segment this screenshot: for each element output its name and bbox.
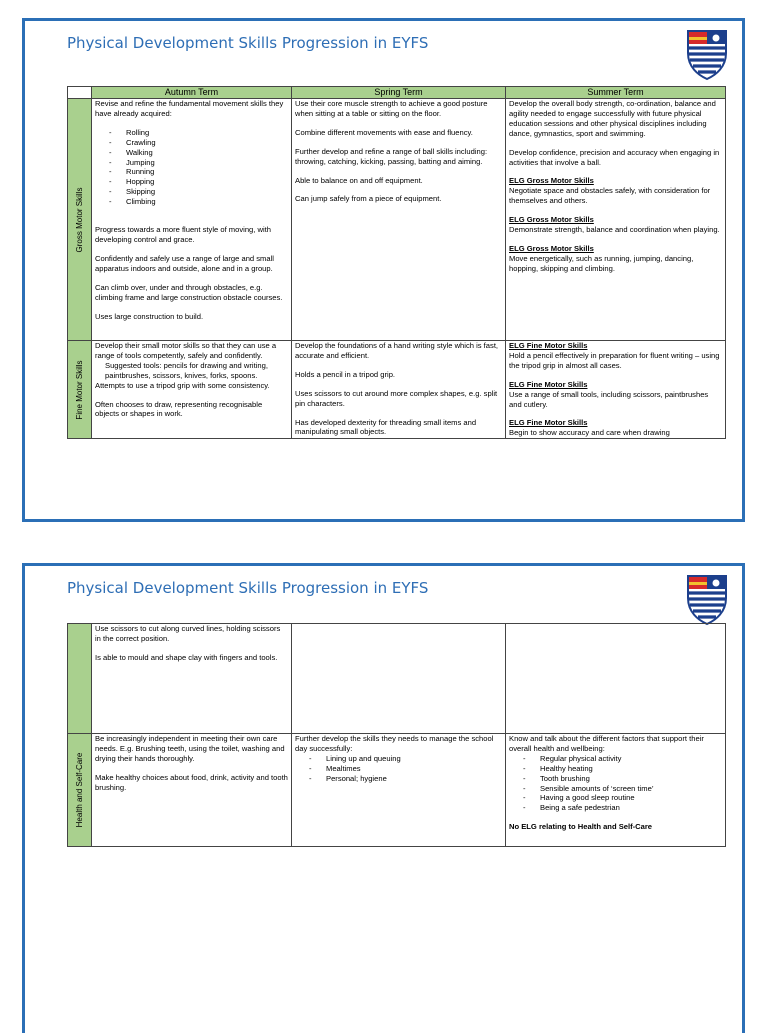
text: Holds a pencil in a tripod grip.	[295, 369, 396, 379]
text: Know and talk about the different factors that support their overall health and wellbeing:	[509, 734, 704, 753]
page-title: Physical Development Skills Progression in EYFS	[67, 34, 429, 52]
cell-gross-spring	[292, 99, 506, 341]
text: Further develop the skills they needs to manage the school day successfully:	[295, 734, 494, 753]
row-fine-motor-continued	[68, 624, 726, 734]
cell-fine-spring	[292, 341, 506, 439]
text: Able to balance on and off equipment.	[295, 175, 423, 185]
row-gross-motor	[68, 99, 726, 341]
row-label-cell	[68, 341, 92, 439]
school-crest-icon	[686, 574, 728, 626]
row-label: Gross Motor Skills	[74, 187, 84, 252]
school-day-list	[295, 754, 502, 784]
text: Hold a pencil effectively in preparation for fluent writing – using the tripod grip in almost all cases.	[509, 350, 720, 370]
list-item: - Personal; hygiene	[309, 774, 502, 784]
text: Use their core muscle strength to achieve a good posture when sitting at a table or sitting on the floor.	[295, 99, 488, 118]
page-title: Physical Development Skills Progression in EYFS	[67, 579, 429, 597]
school-crest-icon	[686, 29, 728, 81]
text: Make healthy choices about food, drink, activity and tooth brushing.	[95, 772, 288, 792]
text: Can climb over, under and through obstacles, e.g. climbing frame and large construction obstacle courses.	[95, 282, 283, 302]
cell-fine-autumn	[92, 341, 292, 439]
list-item: - Climbing	[109, 197, 288, 207]
text: Use a range of small tools, including scissors, paintbrushes and cutlery.	[509, 389, 709, 409]
header-summer: Summer Term	[506, 87, 726, 99]
list-item: - Running	[109, 167, 288, 177]
text: Negotiate space and obstacles safely, with consideration for themselves and others.	[509, 186, 711, 206]
list-item: - Skipping	[109, 187, 288, 197]
list-item: - Lining up and queuing	[309, 754, 502, 764]
cell-fine-cont-summer	[506, 624, 726, 734]
skills-table-continued	[67, 623, 726, 847]
row-label-cell	[68, 99, 92, 341]
skills-table	[67, 86, 726, 439]
cell-health-summer	[506, 734, 726, 847]
list-item: - Hopping	[109, 177, 288, 187]
list-item: - Jumping	[109, 158, 288, 168]
text: Progress towards a more fluent style of moving, with developing control and grace.	[95, 225, 271, 244]
document-page-1	[22, 18, 745, 522]
row-fine-motor	[68, 341, 726, 439]
elg-heading: ELG Fine Motor Skills	[509, 379, 588, 389]
list-item: - Mealtimes	[309, 764, 502, 774]
elg-heading: ELG Fine Motor Skills	[509, 341, 588, 350]
list-item: - Crawling	[109, 138, 288, 148]
elg-heading: ELG Fine Motor Skills	[509, 418, 588, 428]
text: Combine different movements with ease and fluency.	[295, 127, 473, 137]
text: Develop the overall body strength, co-ordination, balance and agility needed to engage successfully with future physical education sessions and other physical disciplines including dance, gymnastics, sport and swimming.	[509, 99, 716, 138]
header-spring: Spring Term	[292, 87, 506, 99]
wellbeing-list	[509, 754, 722, 813]
text: Develop confidence, precision and accuracy when engaging in activities that involve a ball.	[509, 147, 720, 167]
text: Move energetically, such as running, jumping, dancing, hopping, skipping and climbing.	[509, 253, 694, 273]
document-page-2	[22, 563, 745, 1033]
text: Uses scissors to cut around more complex shapes, e.g. split pin characters.	[295, 388, 498, 408]
list-item: - Sensible amounts of ‘screen time’	[523, 784, 722, 794]
cell-fine-cont-autumn	[92, 624, 292, 734]
row-label-cell	[68, 734, 92, 847]
text: Develop their small motor skills so that they can use a range of tools competently, safely and confidently.	[95, 341, 277, 360]
cell-gross-summer	[506, 99, 726, 341]
text: Be increasingly independent in meeting their own care needs. E.g. Brushing teeth, using the toilet, washing and drying their hands thoroughly.	[95, 734, 285, 763]
list-item: - Having a good sleep routine	[523, 793, 722, 803]
row-label: Fine Motor Skills	[74, 360, 84, 420]
elg-heading: ELG Gross Motor Skills	[509, 215, 594, 225]
text: Develop the foundations of a hand writing style which is fast, accurate and efficient.	[295, 341, 499, 360]
text: Use scissors to cut along curved lines, holding scissors in the correct position.	[95, 624, 281, 643]
list-item: - Rolling	[109, 128, 288, 138]
text: Often chooses to draw, representing recognisable objects or shapes in work.	[95, 399, 263, 419]
no-elg-note: No ELG relating to Health and Self-Care	[509, 822, 653, 832]
cell-health-autumn	[92, 734, 292, 847]
text: Attempts to use a tripod grip with some consistency.	[95, 380, 270, 390]
text: Demonstrate strength, balance and coordination when playing.	[509, 225, 720, 235]
text: Suggested tools: pencils for drawing and writing, paintbrushes, scissors, knives, forks, spoons.	[105, 360, 268, 380]
movement-list	[95, 128, 288, 207]
cell-gross-autumn	[92, 99, 292, 341]
list-item: - Healthy heating	[523, 764, 722, 774]
list-item: - Being a safe pedestrian	[523, 803, 722, 813]
elg-heading: ELG Gross Motor Skills	[509, 243, 594, 253]
cell-health-spring	[292, 734, 506, 847]
elg-heading: ELG Gross Motor Skills	[509, 176, 594, 186]
list-item: - Walking	[109, 148, 288, 158]
header-autumn: Autumn Term	[92, 87, 292, 99]
list-item: - Regular physical activity	[523, 754, 722, 764]
row-health-self-care	[68, 734, 726, 847]
text: Revise and refine the fundamental movement skills they have already acquired:	[95, 99, 284, 118]
text: Is able to mould and shape clay with fingers and tools.	[95, 652, 278, 662]
row-label: Health and Self-Care	[74, 752, 84, 828]
text: Can jump safely from a piece of equipment.	[295, 194, 442, 204]
text: Confidently and safely use a range of large and small apparatus indoors and outside, alone and in a group.	[95, 253, 274, 273]
text: Begin to show accuracy and care when drawing	[509, 428, 670, 438]
header-row	[68, 87, 726, 99]
cell-fine-cont-spring	[292, 624, 506, 734]
text: Uses large construction to build.	[95, 311, 204, 321]
row-label-cell	[68, 624, 92, 734]
cell-fine-summer	[506, 341, 726, 439]
list-item: - Tooth brushing	[523, 774, 722, 784]
text: Has developed dexterity for threading small items and manipulating small objects.	[295, 417, 477, 437]
text: Further develop and refine a range of ball skills including: throwing, catching, kicking, passing, batting and aiming.	[295, 146, 488, 166]
corner-cell	[68, 87, 92, 99]
